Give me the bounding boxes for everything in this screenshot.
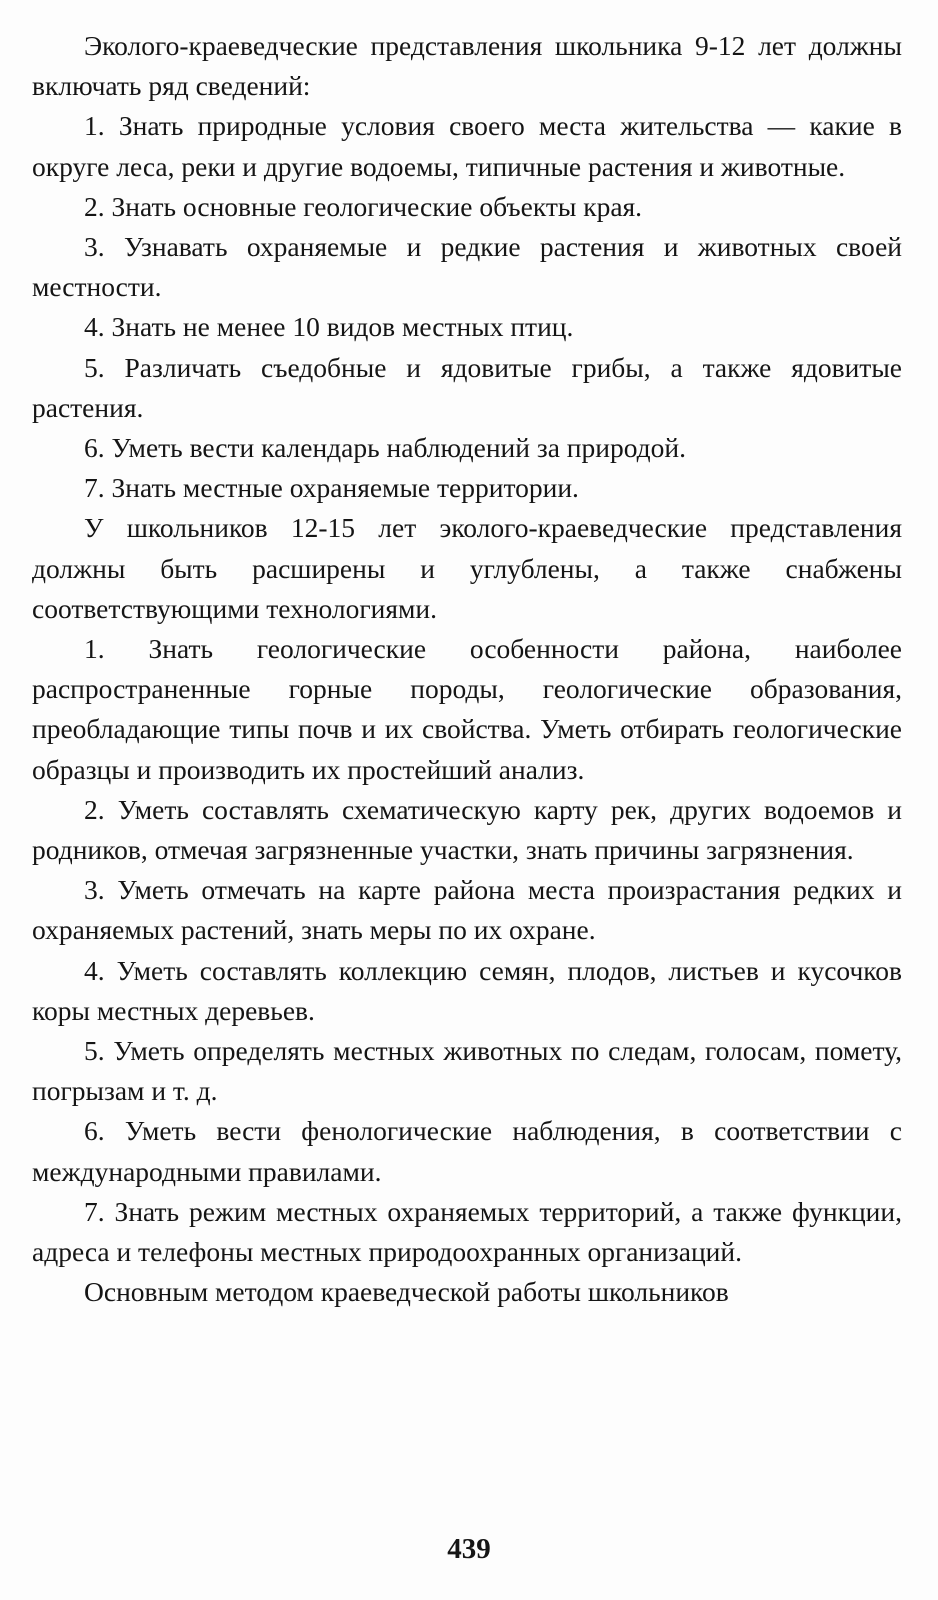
paragraph-closing: Основным методом краеведческой работы школьников	[84, 1276, 729, 1308]
body-text	[32, 26, 902, 1313]
paragraph-intro-12-15: У школьников 12-15 лет эколого-краеведческие представления должны быть расширены и углублены, а также снабжены соответствующими технологиями.	[32, 512, 902, 624]
paragraph-intro-9-12: Эколого-краеведческие представления школьника 9-12 лет должны включать ряд сведений:	[32, 30, 902, 102]
list-item-2: 2. Знать основные геологические объекты края.	[84, 190, 643, 222]
page-number: 439	[447, 1533, 491, 1565]
list-item-2b: 2. Уметь составлять схематическую карту рек, других водоемов и родников, отмечая загрязненные участки, знать причины загрязнения.	[32, 793, 902, 866]
list-item-7b: 7. Знать режим местных охраняемых территорий, а также функции, адреса и телефоны местных природоохранных организаций.	[32, 1195, 902, 1268]
list-item-6b: 6. Уметь вести фенологические наблюдения, в соответствии с международными правилами.	[32, 1115, 902, 1187]
list-item-1: 1. Знать природные условия своего места жительства — какие в округе леса, реки и другие водоемы, типичные растения и животные.	[32, 110, 902, 182]
list-item-3: 3. Узнавать охраняемые и редкие растения и животных своей местности.	[32, 231, 902, 303]
list-item-7: 7. Знать местные охраняемые территории.	[84, 472, 579, 504]
list-item-6: 6. Уметь вести календарь наблюдений за природой.	[84, 432, 687, 464]
list-item-1b: 1. Знать геологические особенности района, наиболее распространенные горные породы, геологические образования, преобладающие типы почв и их свойства. Уметь отбирать геологические образцы и производить их простейший анализ.	[32, 633, 902, 785]
list-item-4: 4. Знать не менее 10 видов местных птиц.	[84, 311, 574, 343]
list-item-5: 5. Различать съедобные и ядовитые грибы, а также ядовитые растения.	[32, 351, 902, 423]
list-item-5b: 5. Уметь определять местных животных по следам, голосам, помету, погрызам и т. д.	[32, 1035, 902, 1107]
list-item-4b: 4. Уметь составлять коллекцию семян, плодов, листьев и кусочков коры местных деревьев.	[32, 954, 902, 1026]
list-item-3b: 3. Уметь отмечать на карте района места произрастания редких и охраняемых растений, знать меры по их охране.	[32, 874, 902, 946]
